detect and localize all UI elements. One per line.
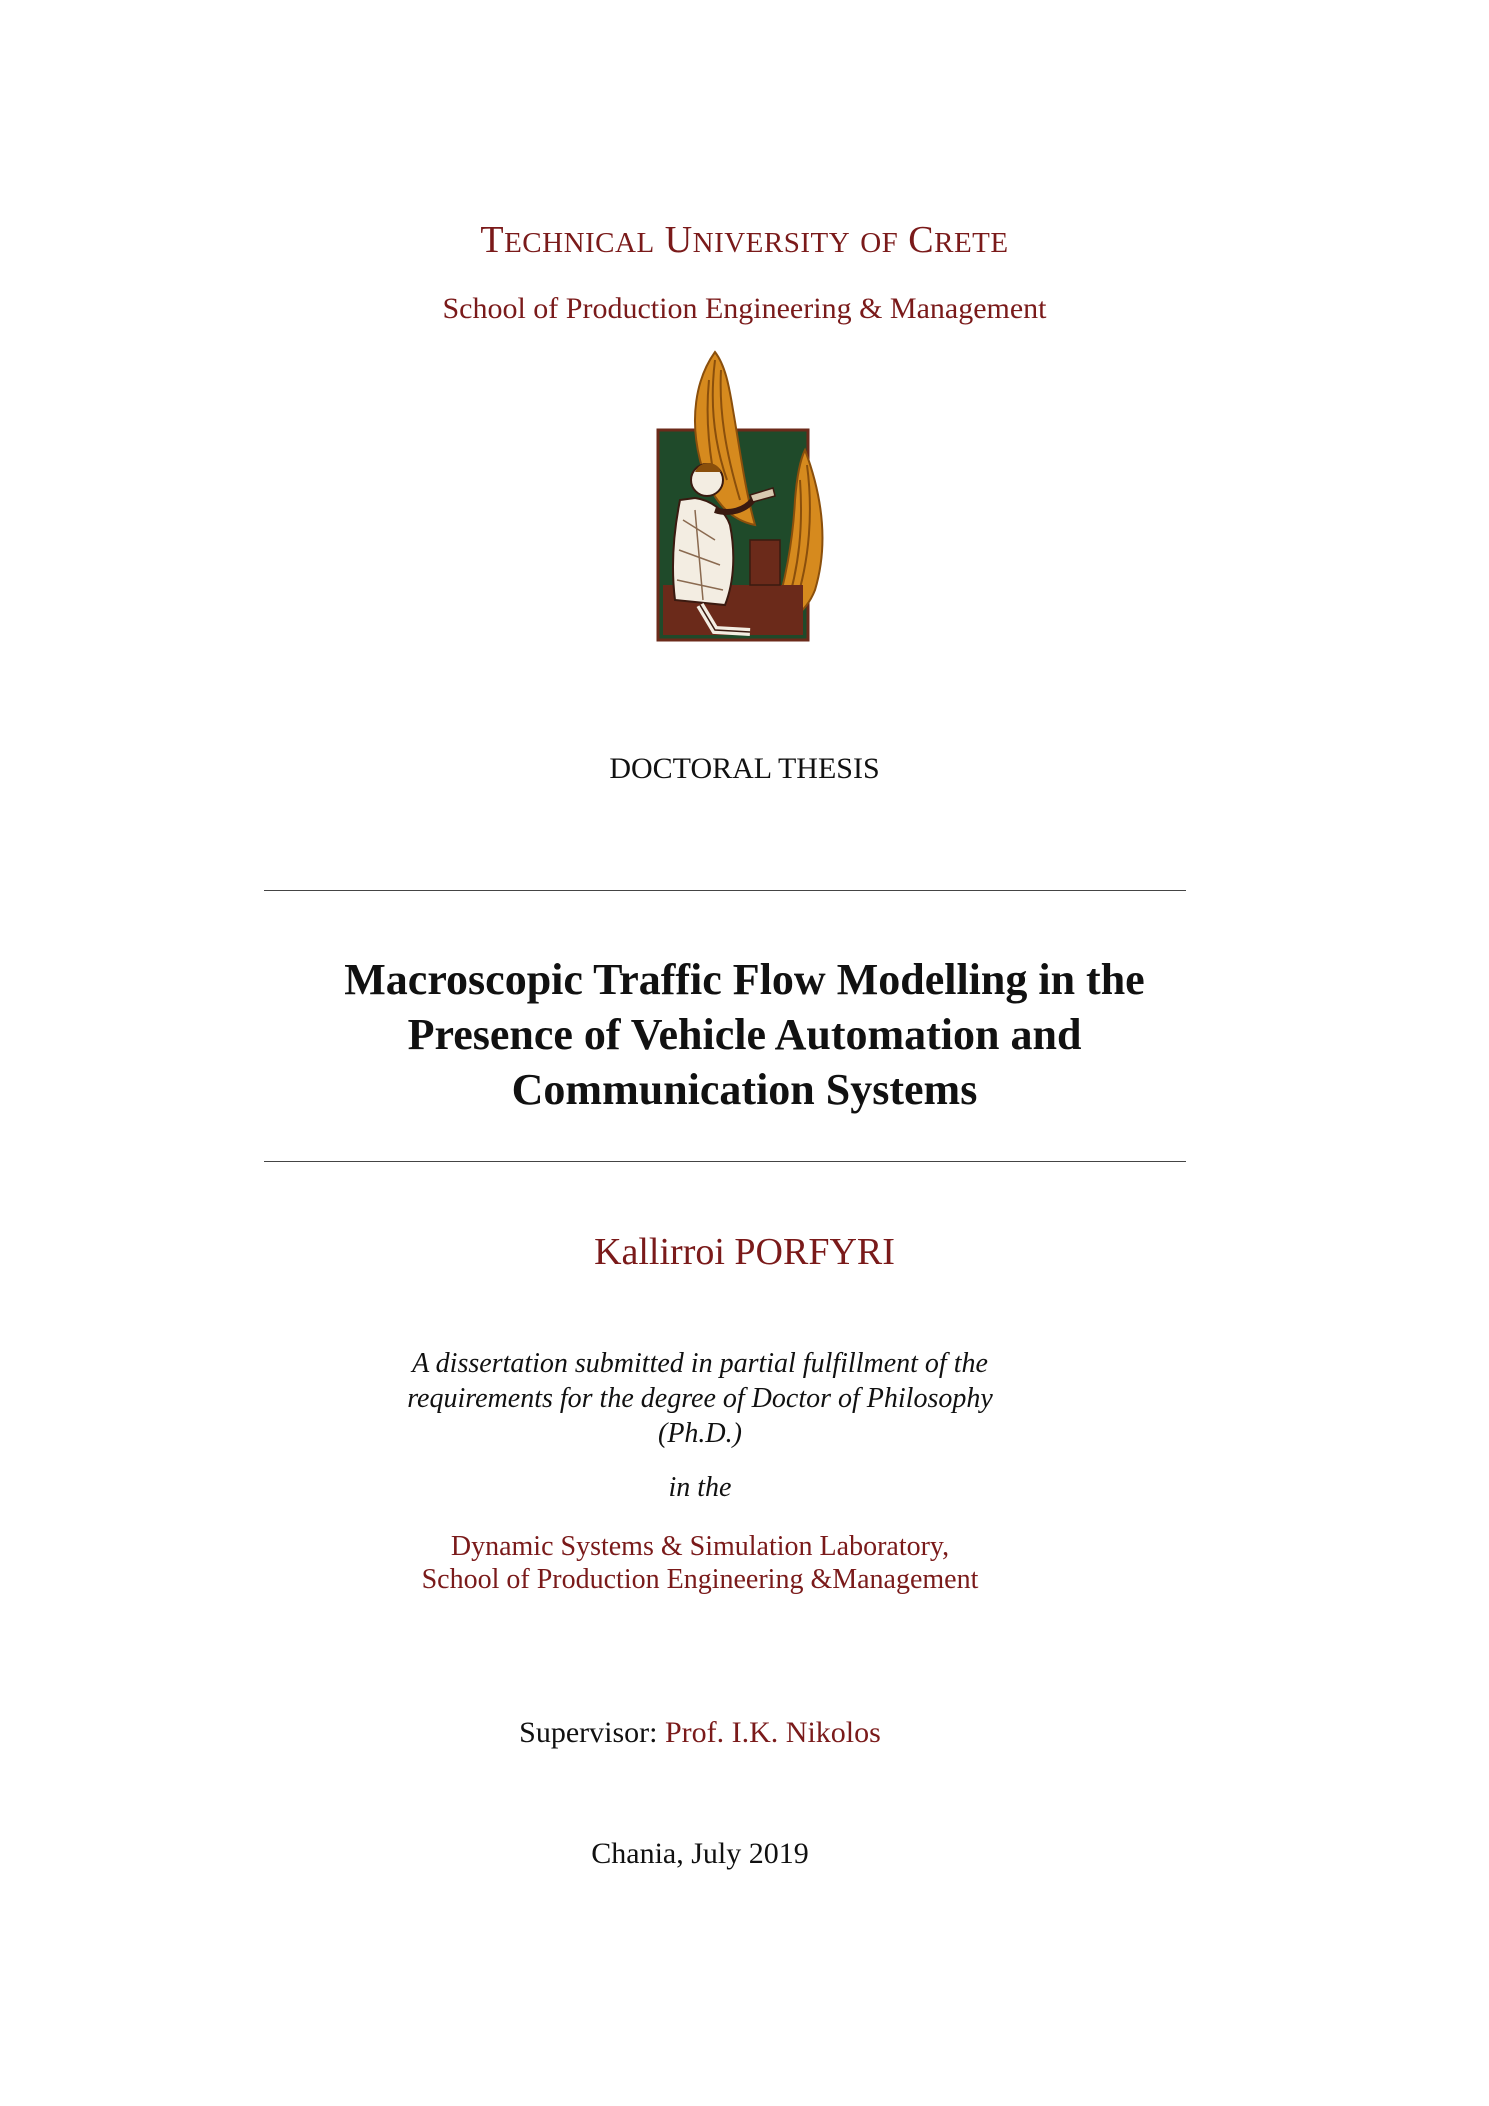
uni-word-2: UNIVERSITY [664, 219, 851, 261]
supervisor [330, 1716, 1070, 1750]
uni-word-4: CRETE [908, 219, 1009, 261]
dissertation-line: requirements for the degree of Doctor of Philosophy [407, 1383, 993, 1414]
in-the-text: in the [668, 1472, 732, 1503]
dissertation-line: (Ph.D.) [658, 1418, 742, 1449]
university-emblem-icon [655, 350, 835, 642]
dissertation-line: A dissertation submitted in partial fulfillment of the [412, 1348, 988, 1379]
title-line: Presence of Vehicle Automation and [407, 1010, 1082, 1059]
uni-word-1: TECHNICAL [480, 219, 655, 261]
author-name: Kallirroi PORFYRI [594, 1231, 895, 1273]
document-type: DOCTORAL THESIS [609, 752, 880, 785]
title-line: Communication Systems [511, 1065, 978, 1114]
divider-bottom [264, 1161, 1186, 1162]
uni-word-3: OF [860, 227, 899, 259]
divider-top [264, 890, 1186, 891]
thesis-title [0, 952, 1489, 1117]
laboratory-name [330, 1530, 1070, 1596]
supervisor-name: Prof. I.K. Nikolos [664, 1716, 881, 1749]
lab-line: School of Production Engineering &Management [421, 1564, 979, 1595]
lab-line: Dynamic Systems & Simulation Laboratory, [450, 1531, 950, 1562]
title-line: Macroscopic Traffic Flow Modelling in the [344, 955, 1145, 1004]
supervisor-label: Supervisor: [519, 1716, 658, 1749]
university-name [0, 218, 1489, 262]
school-name: School of Production Engineering & Management [442, 292, 1047, 325]
place-date: Chania, July 2019 [591, 1837, 809, 1870]
dissertation-statement [330, 1346, 1070, 1451]
